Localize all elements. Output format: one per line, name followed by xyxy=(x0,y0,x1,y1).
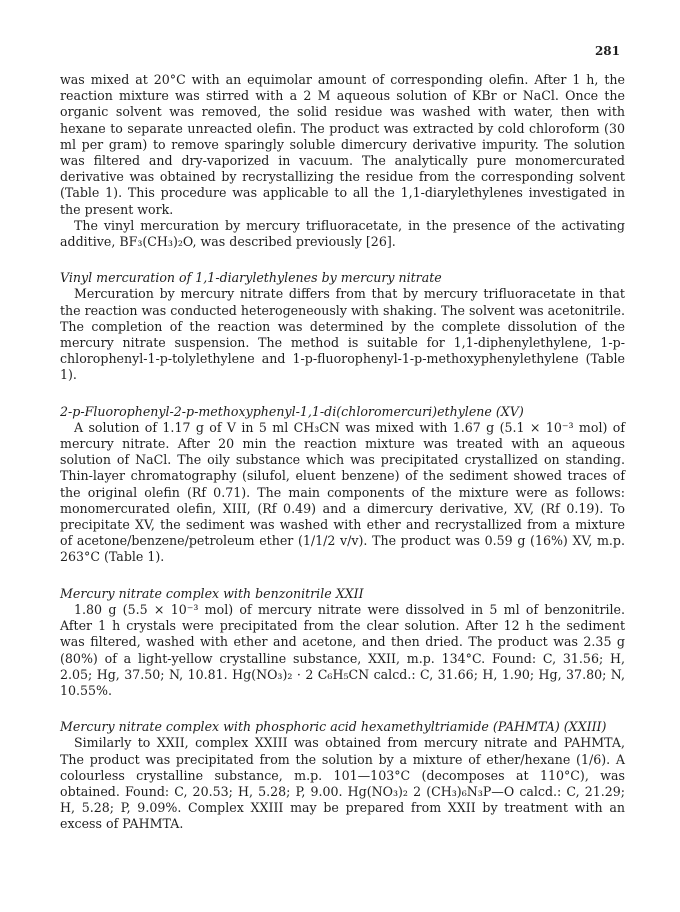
section-heading: Mercury nitrate complex with phosphoric acid hexamethyltriamide (PAHMTA) (XXIII) xyxy=(60,719,607,735)
paragraph: Similarly to XXII, complex XXIII was obtained from mercury nitrate and PAHMTA, The product was precipitated from the solution by a mixture of ether/hexane (1/6). A colourless crystalline substance, m.p. 101—103°C (decomposes at 110°C), was obtained. Found: C, 20.53; H, 5.28; P, 9.00. Hg(NO₃)₂ 2 (CH₃)₆N₃P—O calcd.: C, 21.29; H, 5.28; P, 9.09%. Complex XXIII may be prepared from XXII by treatment with an excess of PAHMTA. xyxy=(60,735,625,832)
paragraph: The vinyl mercuration by mercury trifluoracetate, in the presence of the activating additive, BF₃(CH₃)₂O, was described previously [26]. xyxy=(60,217,625,250)
paragraph: 1.80 g (5.5 × 10⁻³ mol) of mercury nitrate were dissolved in 5 ml of benzonitrile. After 1 h crystals were precipitated from the clear solution. After 12 h the sediment was filtered, washed with ether and acetone, and then dried. The product was 2.35 g (80%) of a light-yellow crystalline substance, XXII, m.p. 134°C. Found: C, 31.56; H, 2.05; Hg, 37.50; N, 10.81. Hg(NO₃)₂ · 2 C₆H₅CN calcd.: C, 31.66; H, 1.90; Hg, 37.80; N, 10.55%. xyxy=(60,601,625,698)
paragraph: Mercuration by mercury nitrate differs from that by mercury trifluoracetate in that the reaction was conducted heterogeneously with shaking. The solvent was acetonitrile. The completion of the reaction was determined by the complete dissolution of the mercury nitrate suspension. The method is suitable for 1,1-diphenylethylene, 1-p-chlorophenyl-1-p-tolylethylene and 1-p-fluorophenyl-1-p-methoxyphenylethylene (Table 1). xyxy=(60,286,625,383)
section-heading: Vinyl mercuration of 1,1-diarylethylenes by mercury nitrate xyxy=(60,270,442,286)
section-gap xyxy=(60,699,625,719)
paragraph: was mixed at 20°C with an equimolar amount of corresponding olefin. After 1 h, the reaction mixture was stirred with a 2 M aqueous solution of KBr or NaCl. Once the organic solvent was removed, the solid residue was washed with water, then with hexane to separate unreacted olefin. The product was extracted by cold chloroform (30 ml per gram) to remove sparingly soluble dimercury derivative impurity. The solution was filtered and dry-vaporized in vacuum. The analytically pure monomercurated derivative was obtained by recrystallizing the residue from the corresponding solvent (Table 1). This procedure was applicable to all the 1,1-diarylethylenes investigated in the present work. xyxy=(60,72,625,217)
section-gap xyxy=(60,250,625,270)
section-gap xyxy=(60,384,625,404)
section-gap xyxy=(60,566,625,586)
page-number: 281 xyxy=(594,44,620,58)
paragraph: A solution of 1.17 g of V in 5 ml CH₃CN was mixed with 1.67 g (5.1 × 10⁻³ mol) of mercury nitrate. After 20 min the reaction mixture was treated with an aqueous solution of NaCl. The oily substance which was precipitated crystallized on standing. Thin-layer chromatography (silufol, eluent benzene) of the sediment showed traces of the original olefin (Rf 0.71). The main components of the mixture were as follows: monomercurated olefin, XIII, (Rf 0.49) and a dimercury derivative, XV, (Rf 0.19). To precipitate XV, the sediment was washed with ether and recrystallized from a mixture of acetone/benzene/petroleum ether (1/1/2 v/v). The product was 0.59 g (16%) XV, m.p. 263°C (Table 1). xyxy=(60,419,625,565)
section-heading: Mercury nitrate complex with benzonitrile XXII xyxy=(60,585,364,601)
section-heading: 2-p-Fluorophenyl-2-p-methoxyphenyl-1,1-di(chloromercuri)ethylene (XV) xyxy=(60,403,524,419)
article-body xyxy=(60,72,625,833)
